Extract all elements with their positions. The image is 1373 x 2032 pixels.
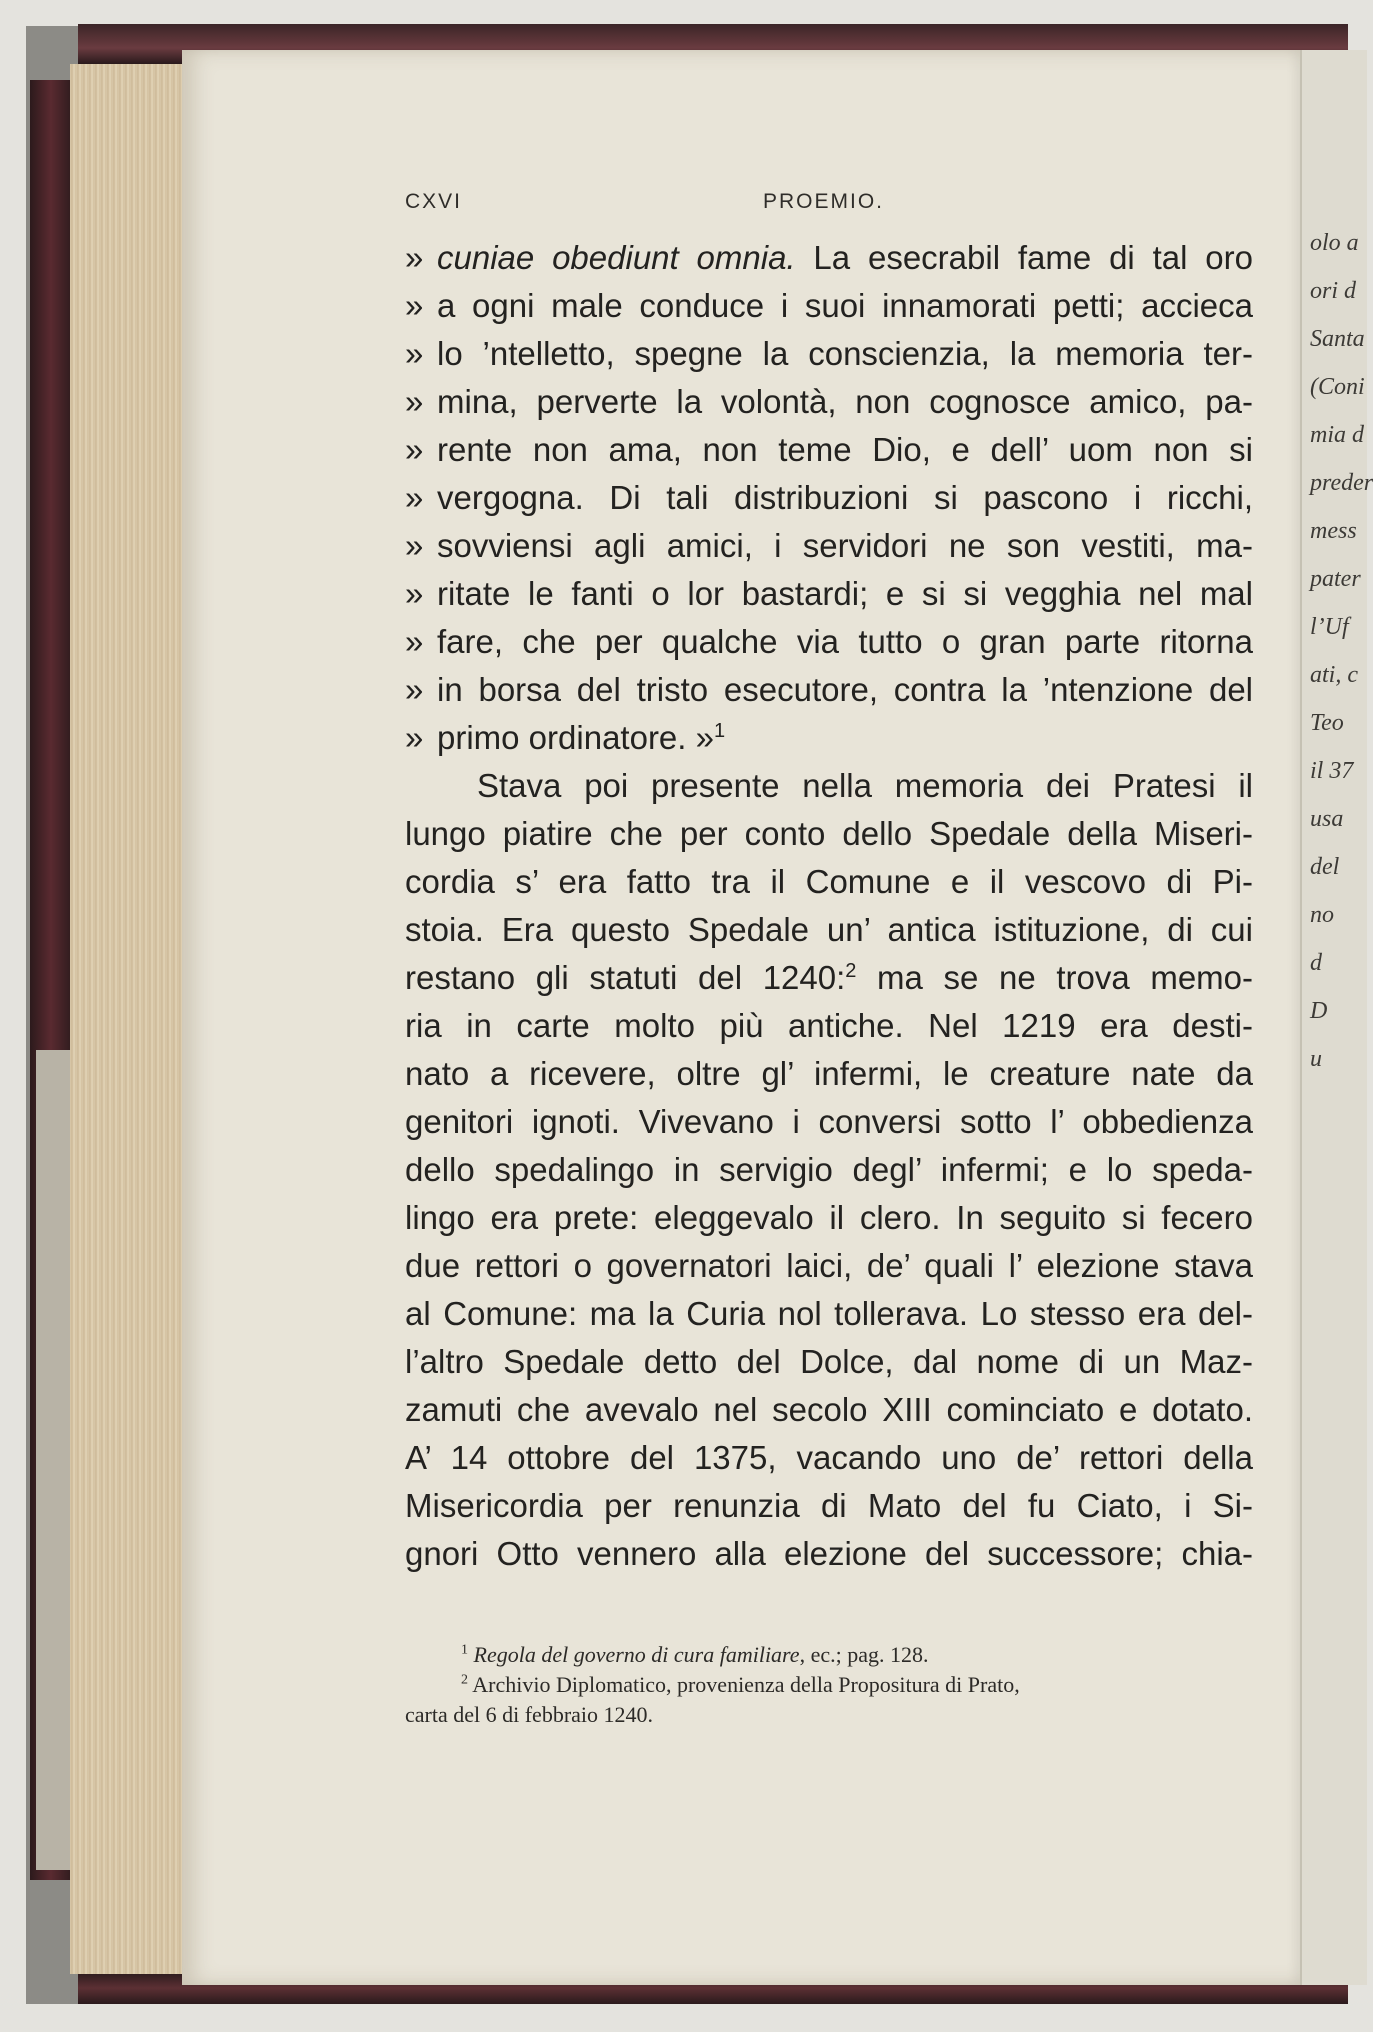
quote-mark: » [405,623,424,660]
text-line [405,570,1253,618]
text-line [405,954,1253,1002]
line-text: ria in carte molto più antiche. Nel 1219 era desti- [405,1007,1253,1044]
line-text: Stava poi presente nella memoria dei Pratesi il [477,767,1253,804]
line-text: in borsa del tristo esecutore, contra la ’ntenzione del [437,671,1253,708]
text-line [405,426,1253,474]
line-text: cordia s’ era fatto tra il Comune e il vescovo di Pi- [405,863,1253,900]
line-text: lungo piatire che per conto dello Spedale della Miseri- [405,815,1253,852]
text-line [405,1530,1253,1578]
line-text: lingo era prete: eleggevalo il clero. In seguito si fecero [405,1199,1253,1236]
page-block-edge [70,64,188,1974]
facing-text-fragment: ori d [1310,278,1357,304]
text-line [405,666,1253,714]
line-text: ma se ne trova memo- [856,959,1254,996]
footnote [405,1670,1265,1700]
line-text: rente non ama, non teme Dio, e dell’ uom non si [437,431,1253,468]
text-line [405,714,1253,762]
latin-quote: cuniae obediunt omnia. [437,239,796,276]
quote-mark: » [405,383,424,420]
text-line [405,1146,1253,1194]
quote-mark: » [405,671,424,708]
footnote-text: carta del 6 di febbraio 1240. [405,1702,654,1727]
text-line [405,234,1253,282]
quote-mark: » [405,527,424,564]
text-line [405,1338,1253,1386]
line-text: zamuti che avevalo nel secolo XIII cominciato e dotato. [405,1391,1253,1428]
quote-mark: » [405,431,424,468]
line-text: lo ’ntelletto, spegne la conscienzia, la memoria ter- [437,335,1253,372]
quote-mark: » [405,479,424,516]
text-line [405,1098,1253,1146]
line-text: La esecrabil fame di tal oro [795,239,1253,276]
text-line [405,810,1253,858]
text-line [405,1050,1253,1098]
facing-text-fragment: mess [1310,518,1357,544]
line-text: restano gli statuti del 1240: [405,959,846,996]
text-line [405,522,1253,570]
text-line [405,378,1253,426]
text-line [405,1194,1253,1242]
facing-text-fragment: pater [1310,566,1361,592]
footnote-text: Archivio Diplomatico, provenienza della Propositura di Prato, [472,1672,1020,1697]
line-text: ritate le fanti o lor bastardi; e si si vegghia nel mal [437,575,1253,612]
line-text: vergogna. Di tali distribuzioni si pascono i ricchi, [437,479,1253,516]
quote-mark: » [405,287,424,324]
facing-text-fragment: usa [1310,806,1344,832]
text-line [405,1434,1253,1482]
line-text: nato a ricevere, oltre gl’ infermi, le creature nate da [405,1055,1253,1092]
facing-text-fragment: Santa [1310,326,1365,352]
facing-text-fragment: u [1310,1046,1322,1072]
line-text: al Comune: ma la Curia nol tollerava. Lo stesso era del- [405,1295,1253,1332]
line-text: stoia. Era questo Spedale un’ antica istituzione, di cui [405,911,1253,948]
facing-text-fragment: D [1310,998,1328,1024]
facing-text-fragment: no [1310,902,1334,928]
facing-text-fragment: l’Uf [1310,614,1349,640]
line-text: due rettori o governatori laici, de’ quali l’ elezione stava [405,1247,1253,1284]
facing-text-fragment: il 37 [1310,758,1354,784]
quote-mark: » [405,575,424,612]
line-text: fare, che per qualche via tutto o gran parte ritorna [437,623,1253,660]
text-line [405,1242,1253,1290]
line-text: l’altro Spedale detto del Dolce, dal nome di un Maz- [405,1343,1253,1380]
text-line [405,1290,1253,1338]
line-text: A’ 14 ottobre del 1375, vacando uno de’ rettori della [405,1439,1253,1476]
quote-mark: » [405,335,424,372]
footnotes [405,1640,1265,1730]
facing-text-fragment: Teo [1310,710,1344,736]
line-text: gnori Otto vennero alla elezione del successore; chia- [405,1535,1253,1572]
footnote [405,1700,1265,1730]
text-line [405,762,1253,810]
footnote-mark: 1 [461,1642,468,1658]
line-text: a ogni male conduce i suoi innamorati petti; accieca [437,287,1253,324]
line-text: genitori ignoti. Vivevano i conversi sotto l’ obbedienza [405,1103,1253,1140]
line-text: mina, perverte la volontà, non cognosce amico, pa- [437,383,1253,420]
text-line [405,1002,1253,1050]
text-line [405,282,1253,330]
facing-page-fragment [1300,50,1373,1985]
facing-text-fragment: olo a [1310,230,1359,256]
text-line [405,1482,1253,1530]
line-text: sovviensi agli amici, i servidori ne son vestiti, ma- [437,527,1253,564]
footnote [405,1640,1265,1670]
footnote-ref: 1 [713,720,726,742]
quote-mark: » [405,719,424,756]
footnote-ref: 2 [845,960,857,982]
facing-text-fragment: d [1310,950,1322,976]
running-head [405,190,1260,220]
text-line [405,618,1253,666]
facing-text-fragment: del [1310,854,1340,880]
text-line [405,858,1253,906]
page-number: CXVI [405,190,463,213]
quote-mark: » [405,239,424,276]
text-line [405,1386,1253,1434]
footnote-mark: 2 [461,1672,468,1688]
text-line [405,474,1253,522]
facing-text-fragment: preder [1310,470,1373,496]
line-text: Misericordia per renunzia di Mato del fu Ciato, i Si- [405,1487,1253,1524]
facing-text-fragment: (Coni [1310,374,1365,400]
footnote-text: , ec.; pag. 128. [799,1642,929,1667]
line-text: dello spedalingo in servigio degl’ infermi; e lo speda- [405,1151,1253,1188]
facing-text-fragment: ati, c [1310,662,1358,688]
line-text: primo ordinatore. » [437,719,714,756]
page-title: PROEMIO. [763,190,885,213]
text-line [405,906,1253,954]
facing-text-fragment: mia d [1310,422,1364,448]
text-line [405,330,1253,378]
footnote-title: Regola del governo di cura familiare [473,1642,800,1667]
body-text [405,234,1253,1578]
